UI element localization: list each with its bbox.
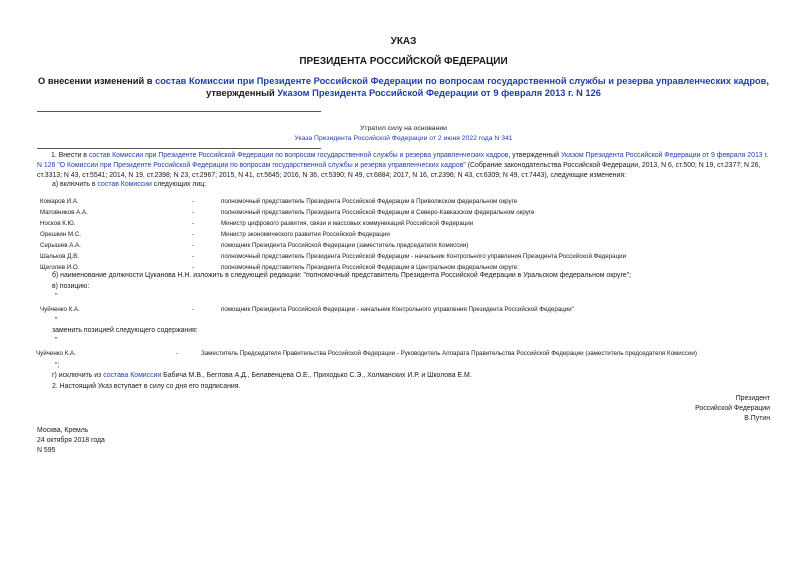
item-g-suffix: Бабича М.В., Беглова А.Д., Белавенцева О.Е., Приходько С.Э., Холманских И.Р. и Школова Е.М.: [163, 372, 472, 379]
signature-name: В.Путин: [744, 415, 770, 422]
member-post: полномочный представитель Президента Российской Федерации в Приволжском федеральном округе: [221, 198, 518, 205]
paragraph-2: 2. Настоящий Указ вступает в силу со дня его подписания.: [52, 383, 241, 390]
signature-position: Президент: [735, 395, 770, 402]
new-entry-row: [36, 350, 796, 360]
member-name: Матовников А.А.: [40, 209, 88, 216]
signature-country: Российской Федерации: [695, 405, 770, 412]
subject-prefix: О внесении изменений в: [38, 76, 153, 86]
item-g: [52, 371, 472, 381]
table-row: [40, 220, 780, 230]
header-divider: [37, 111, 321, 112]
item-g-link[interactable]: состава Комиссии: [103, 372, 162, 379]
replace-text: заменить позицией следующего содержания:: [52, 327, 198, 334]
document-subject-line1: [0, 76, 807, 86]
member-dash: -: [192, 242, 195, 249]
old-entry-name: Чуйченко К.А.: [40, 306, 80, 313]
member-name: Шальков Д.В.: [40, 253, 79, 260]
item-g-prefix: г) исключить из: [52, 372, 102, 379]
footer-number: N 595: [37, 447, 56, 454]
footer-place: Москва, Кремль: [37, 427, 89, 434]
subject-line2-prefix: утвержденный: [206, 88, 275, 98]
member-name: Орешкин М.С.: [40, 231, 82, 238]
member-dash: -: [192, 264, 195, 271]
member-dash: -: [192, 209, 195, 216]
item-a-suffix: следующих лиц:: [153, 181, 207, 188]
table-row: [40, 198, 780, 208]
document-subject-line2: [0, 88, 807, 98]
member-name: Щеголев И.О.: [40, 264, 80, 271]
paragraph-1-link-decree[interactable]: Указом Президента Российской Федерации от 9 февраля 2013 г. N 126: [37, 152, 769, 169]
paragraph-1: [37, 151, 770, 180]
subject-comma: ,: [766, 76, 769, 86]
document-title: УКАЗ: [390, 36, 417, 47]
status-text: Утратил силу на основании: [360, 125, 447, 132]
paragraph-1-sources: (Собрание законодательства Российской Федерации, 2013, N 6, ст.500; N 19, ст.2377; N 26, ст.3313; N 43, ст.5541; 2014, N 19, ст.2398; N 23, ст.2967; 2015, N 41, ст.5645; 2016, N 36, ст.5390; N 49, ст.6884; 2017, N 16, ст.2396; N 43, ст.6309; N 49, ст.7443), следующие изменения:: [37, 161, 761, 179]
item-b: б) наименование должности Цуканова Н.Н. изложить в следующей редакции: "полномочный представитель Президента Российской Федерации в Уральском федеральном округе";: [52, 272, 631, 279]
member-post: Министр цифрового развития, связи и массовых коммуникаций Российской Федерации: [221, 220, 474, 227]
new-entry-dash: -: [176, 350, 179, 357]
member-dash: -: [192, 231, 195, 238]
footer-date: 24 октября 2018 года: [37, 437, 105, 444]
paragraph-1-link-commission[interactable]: состав Комиссии при Президенте Российской Федерации по вопросам государственной службы и резерва управленческих кадров: [88, 152, 509, 159]
member-post: полномочный представитель Президента Российской Федерации в Центральном федеральном округе;: [221, 264, 519, 271]
member-post: Министр экономического развития Российской Федерации: [221, 231, 390, 238]
member-dash: -: [192, 220, 195, 227]
member-dash: -: [192, 253, 195, 260]
old-entry-row: [40, 306, 780, 316]
subject-link-decree[interactable]: Указом Президента Российской Федерации от 9 февраля 2013 г. N 126: [277, 88, 601, 98]
status-divider: [37, 148, 321, 149]
member-post: полномочный представитель Президента Российской Федерации в Северо-Кавказском федеральном округе: [221, 209, 535, 216]
quote-open-2: ": [55, 337, 58, 344]
subject-link-commission[interactable]: состав Комиссии при Президенте Российской Федерации по вопросам государственной службы и резерва управленческих кадров: [155, 76, 767, 86]
member-name: Комаров И.А.: [40, 198, 79, 205]
member-post: помощник Президента Российской Федерации (заместитель председателя Комиссии): [221, 242, 469, 249]
new-entry-name: Чуйченко К.А.: [36, 350, 76, 357]
quote-close-2: ";: [55, 362, 60, 369]
old-entry-post: помощник Президента Российской Федерации - начальник Контрольного управления Президента Российской Федерации": [221, 306, 574, 313]
table-row: [40, 242, 780, 252]
item-a: [52, 180, 206, 190]
member-name: Серышев А.А.: [40, 242, 81, 249]
member-post: полномочный представитель Президента Российской Федерации - начальник Контрольного управления Президента Российской Федерации: [221, 253, 627, 260]
item-v: в) позицию:: [52, 283, 90, 290]
table-row: [40, 231, 780, 241]
table-row: [40, 253, 780, 263]
quote-open: ": [55, 293, 58, 300]
paragraph-1-link-decree-title[interactable]: "О Комиссии при Президенте Российской Федерации по вопросам государственной службы и резерва управленческих кадров": [57, 161, 466, 169]
item-a-prefix: а) включить в: [52, 181, 96, 188]
members-table: [40, 198, 780, 271]
paragraph-1-intro: 1. Внести в: [51, 152, 87, 159]
member-dash: -: [192, 198, 195, 205]
paragraph-1-approved: , утвержденный: [508, 152, 560, 159]
member-name: Носков К.Ю.: [40, 220, 76, 227]
old-entry-dash: -: [192, 306, 195, 313]
quote-close: ": [55, 317, 58, 324]
document-issuer: ПРЕЗИДЕНТА РОССИЙСКОЙ ФЕДЕРАЦИИ: [299, 56, 508, 67]
new-entry-post: Заместитель Председателя Правительства Российской Федерации - Руководитель Аппарата Правительства Российской Федерации (заместитель председателя Комиссии): [201, 350, 697, 357]
status-link[interactable]: Указа Президента Российской Федерации от 2 июня 2022 года N 341: [294, 135, 513, 142]
table-row: [40, 209, 780, 219]
item-a-link[interactable]: состав Комиссии: [97, 181, 152, 188]
